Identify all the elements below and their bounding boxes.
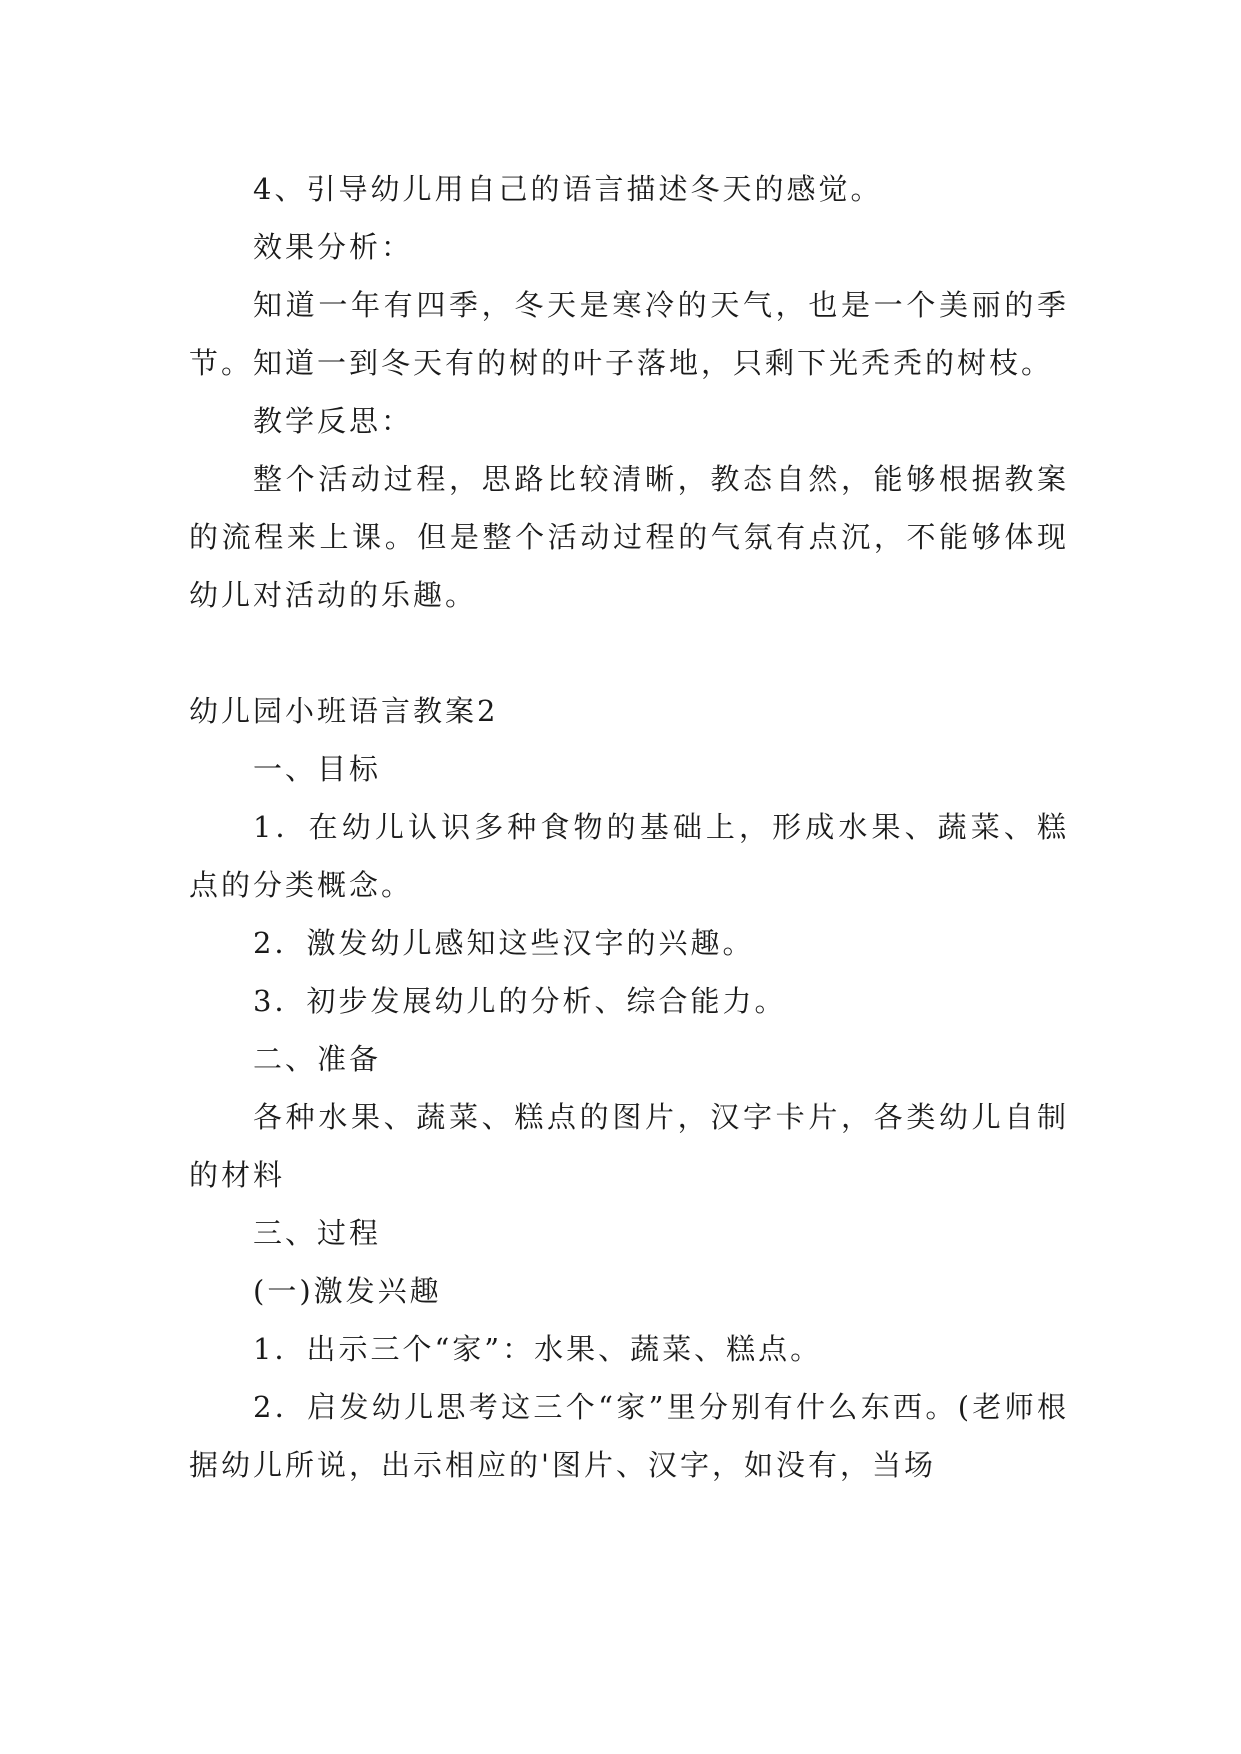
process-item-1: 1．出示三个“家”：水果、蔬菜、糕点。 <box>253 1332 823 1366</box>
heading-effect-analysis: 效果分析： <box>253 230 414 264</box>
paragraph-effect-analysis: 知道一年有四季，冬天是寒冷的天气，也是一个美丽的季节。知道一到冬天有的树的叶子落地，只剩下光秃秃的树枝。 <box>189 288 1069 380</box>
goal-item-2: 2．激发幼儿感知这些汉字的兴趣。 <box>253 926 755 960</box>
heading-teaching-reflection: 教学反思： <box>253 404 414 438</box>
heading-goals: 一、目标 <box>253 752 382 786</box>
section-title-lesson-2: 幼儿园小班语言教案2 <box>189 694 499 728</box>
goal-item-3: 3．初步发展幼儿的分析、综合能力。 <box>253 984 787 1018</box>
paragraph-step-4: 4、引导幼儿用自己的语言描述冬天的感觉。 <box>253 172 883 206</box>
heading-process: 三、过程 <box>253 1216 382 1250</box>
subheading-spark-interest: (一)激发兴趣 <box>253 1274 442 1308</box>
process-item-2: 2．启发幼儿思考这三个“家”里分别有什么东西。(老师根据幼儿所说，出示相应的'图片、汉字，如没有，当场 <box>189 1390 1069 1482</box>
document-body <box>189 160 1069 1494</box>
goal-item-1: 1．在幼儿认识多种食物的基础上，形成水果、蔬菜、糕点的分类概念。 <box>189 810 1069 902</box>
paragraph-preparation: 各种水果、蔬菜、糕点的图片，汉字卡片，各类幼儿自制的材料 <box>189 1100 1069 1192</box>
heading-preparation: 二、准备 <box>253 1042 382 1076</box>
paragraph-teaching-reflection: 整个活动过程，思路比较清晰，教态自然，能够根据教案的流程来上课。但是整个活动过程的气氛有点沉，不能够体现幼儿对活动的乐趣。 <box>189 462 1069 612</box>
